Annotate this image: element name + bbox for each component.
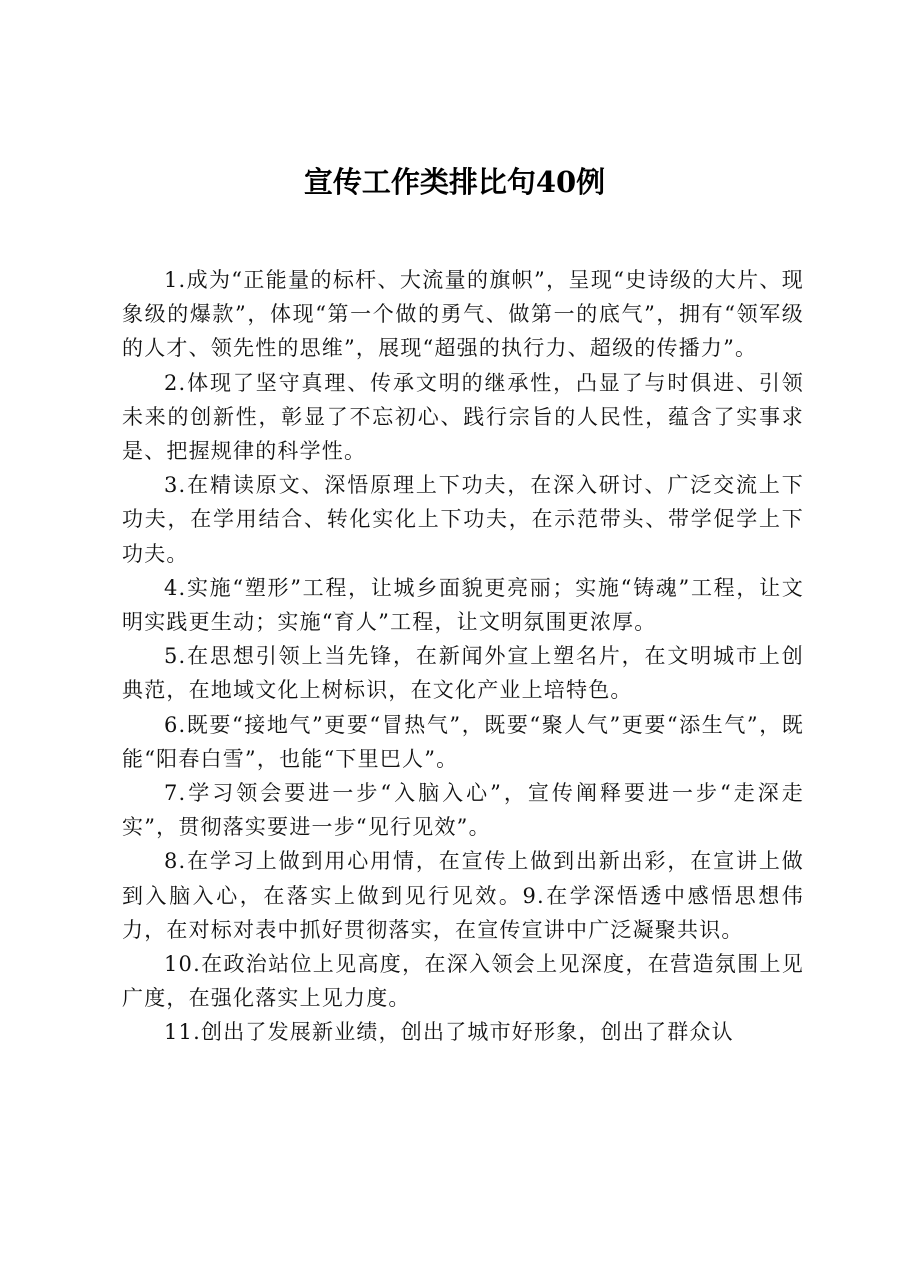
paragraph-2: 2.体现了坚守真理、传承文明的继承性，凸显了与时俱进、引领未来的创新性，彰显了不忘初心、践行宗旨的人民性，蕴含了实事求是、把握规律的科学性。: [122, 370, 804, 464]
paragraph-10: 10.在政治站位上见高度，在深入领会上见深度，在营造氛围上见广度，在强化落实上见力度。: [122, 952, 804, 1011]
paragraph-7: 7.学习领会要进一步“入脑入心”，宣传阐释要进一步“走深走实”，贯彻落实要进一步“见行见效”。: [122, 781, 804, 840]
document-title: 宣传工作类排比句40例: [303, 165, 606, 199]
paragraph-3: 3.在精读原文、深悟原理上下功夫，在深入研讨、广泛交流上下功夫，在学用结合、转化实化上下功夫，在示范带头、带学促学上下功夫。: [122, 473, 804, 566]
paragraph-11: 11.创出了发展新业绩，创出了城市好形象，创出了群众认: [164, 1020, 734, 1045]
document-body: [122, 263, 804, 1050]
paragraph-1: 1.成为“正能量的标杆、大流量的旗帜”，呈现“史诗级的大片、现象级的爆款”，体现“第一个做的勇气、做第一的底气”，拥有“领军级的人才、领先性的思维”，展现“超强的执行力、超级的传播力”。: [122, 268, 804, 361]
paragraph-4: 4.实施“塑形”工程，让城乡面貌更亮丽；实施“铸魂”工程，让文明实践更生动；实施“育人”工程，让文明氛围更浓厚。: [122, 575, 804, 635]
paragraph-6: 6.既要“接地气”更要“冒热气”，既要“聚人气”更要“添生气”，既能“阳春白雪”，也能“下里巴人”。: [122, 712, 804, 771]
paragraph-8: 8.在学习上做到用心用情，在宣传上做到出新出彩，在宣讲上做到入脑入心，在落实上做到见行见效。9.在学深悟透中感悟思想伟力，在对标对表中抓好贯彻落实，在宣传宣讲中广泛凝聚共识。: [122, 849, 804, 942]
paragraph-5: 5.在思想引领上当先锋，在新闻外宣上塑名片，在文明城市上创典范，在地域文化上树标识，在文化产业上培特色。: [122, 644, 804, 703]
